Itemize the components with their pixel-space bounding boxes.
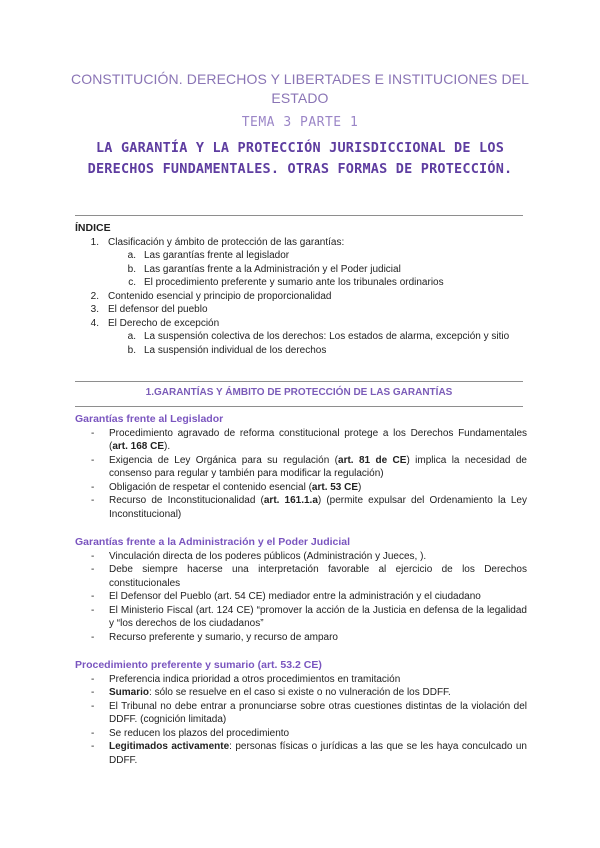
- list-item: - Procedimiento agravado de reforma constitucional protege a los Derechos Fundamentales (art. 168 CE).: [75, 427, 527, 454]
- document-course-title: CONSTITUCIÓN. DERECHOS Y LIBERTADES E INSTITUCIONES DEL ESTADO: [71, 71, 529, 106]
- document-topic-label: TEMA 3 PARTE 1: [241, 115, 359, 130]
- index-item: 3. El defensor del pueblo: [90, 304, 208, 315]
- list-item: - El Ministerio Fiscal (art. 124 CE) “promover la acción de la Justicia en defensa de la legalidad y “los derechos de los ciudadanos”: [75, 604, 527, 631]
- document-main-title: LA GARANTÍA Y LA PROTECCIÓN JURISDICCIONAL DE LOS DERECHOS FUNDAMENTALES. OTRAS FORMAS DE PROTECCIÓN.: [87, 140, 513, 177]
- list-item: - Debe siempre hacerse una interpretación favorable al ejercicio de los Derechos constitucionales: [75, 563, 527, 590]
- subsection-legislador: [75, 413, 527, 521]
- index-item: 2. Contenido esencial y principio de proporcionalidad: [90, 290, 332, 302]
- subsection-title: Garantías frente a la Administración y el Poder Judicial: [75, 536, 351, 548]
- list-item: - Vinculación directa de los poderes públicos (Administración y Jueces, ).: [75, 550, 527, 564]
- list-item: - Obligación de respetar el contenido esencial (art. 53 CE): [75, 481, 527, 495]
- list-item: - Sumario: sólo se resuelve en el caso si existe o no vulneración de los DDFF.: [75, 686, 527, 700]
- list-item: - Legitimados activamente: personas físicas o jurídicas a las que se les haya conculcado un DDFF.: [75, 740, 527, 767]
- list-item: - Recurso de Inconstitucionalidad (art. 161.1.a) (permite expulsar del Ordenamiento la Ley Inconstitucional): [75, 494, 527, 521]
- divider-top: [75, 215, 523, 216]
- index-item: b. Las garantías frente a la Administración y el Poder judicial: [127, 263, 401, 275]
- index-item: b. La suspensión individual de los derechos: [127, 344, 327, 356]
- list-item: - Se reducen los plazos del procedimiento: [75, 727, 527, 741]
- section-heading: 1.GARANTÍAS Y ÁMBITO DE PROTECCIÓN DE LAS GARANTÍAS: [145, 387, 453, 398]
- list-item: - Exigencia de Ley Orgánica para su regulación (art. 81 de CE) implica la necesidad de consenso para regular y también para modificar la regulación): [75, 454, 527, 481]
- index-section: [75, 222, 527, 357]
- index-item: a. La suspensión colectiva de los derechos: Los estados de alarma, excepción y sitio: [127, 331, 510, 342]
- subsection-procedimiento: [75, 659, 527, 767]
- index-title: ÍNDICE: [75, 222, 111, 234]
- divider-section-bottom: [75, 406, 523, 407]
- index-item: 4. El Derecho de excepción: [90, 317, 220, 329]
- index-item: a. Las garantías frente al legislador: [127, 250, 290, 261]
- section-body: [75, 413, 527, 782]
- list-item: - Preferencia indica prioridad a otros procedimientos en tramitación: [75, 673, 527, 687]
- list-item: - Recurso preferente y sumario, y recurso de amparo: [75, 631, 527, 645]
- divider-section-top: [75, 381, 523, 382]
- index-item: c. El procedimiento preferente y sumario ante los tribunales ordinarios: [128, 277, 444, 288]
- subsection-administracion: [75, 536, 527, 644]
- subsection-title: Procedimiento preferente y sumario (art. 53.2 CE): [75, 659, 322, 671]
- subsection-title: Garantías frente al Legislador: [75, 413, 224, 425]
- list-item: - El Defensor del Pueblo (art. 54 CE) mediador entre la administración y el ciudadano: [75, 590, 527, 604]
- index-item: 1. Clasificación y ámbito de protección de las garantías:: [90, 236, 345, 248]
- list-item: - El Tribunal no debe entrar a pronunciarse sobre otras cuestiones distintas de la violación del DDFF. (cognición limitada): [75, 700, 527, 727]
